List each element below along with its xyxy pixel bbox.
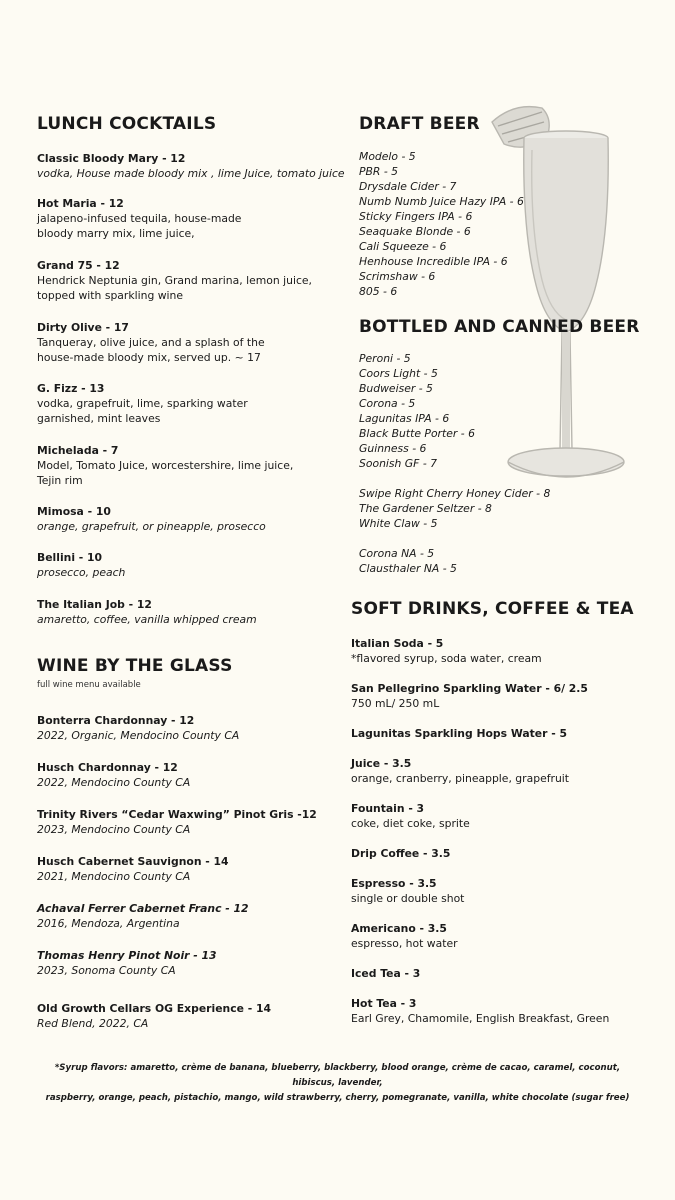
- cocktail-item-description: vodka, grapefruit, lime, sparking water: [37, 397, 248, 410]
- wine-item: [37, 854, 229, 884]
- cocktail-item: [37, 381, 248, 426]
- wine-item-name: Trinity Rivers “Cedar Waxwing” Pinot Gris -12: [37, 808, 317, 821]
- soft-drink-item: [351, 846, 450, 861]
- wine-item: [37, 760, 190, 790]
- soft-drink-item: [351, 756, 569, 786]
- wine-item-description: 2022, Organic, Mendocino County CA: [37, 729, 240, 742]
- list-item: Swipe Right Cherry Honey Cider - 8: [359, 487, 551, 500]
- cocktail-item-description: house-made bloody mix, served up. ~ 17: [37, 351, 261, 364]
- soft-drink-item: [351, 726, 567, 741]
- cocktail-item-description: vodka, House made bloody mix , lime Juice, tomato juice: [37, 167, 345, 180]
- list-item: 805 - 6: [359, 285, 398, 298]
- wine-heading: WINE BY THE GLASS: [37, 656, 233, 676]
- soft-drink-item-name: Drip Coffee - 3.5: [351, 847, 451, 860]
- cocktail-item: [37, 196, 241, 241]
- soft-drink-item-name: Lagunitas Sparkling Hops Water - 5: [351, 727, 567, 740]
- list-item: Seaquake Blonde - 6: [359, 225, 471, 238]
- cocktail-item-description: Tanqueray, olive juice, and a splash of the: [37, 336, 265, 349]
- footer-line: *Syrup flavors: amaretto, crème de banana, blueberry, blackberry, blood orange, crème de cacao, caramel, coconut, hibiscus, lavender,: [54, 1063, 621, 1088]
- soft-drink-item: [351, 966, 420, 981]
- list-item: Cali Squeeze - 6: [359, 240, 447, 253]
- bottled-beer-heading: BOTTLED AND CANNED BEER: [359, 317, 640, 337]
- list-item: Budweiser - 5: [359, 382, 433, 395]
- cocktail-item-name: Mimosa - 10: [37, 505, 111, 518]
- wine-item: [37, 901, 249, 931]
- cocktail-item-name: The Italian Job - 12: [37, 598, 152, 611]
- cocktail-item-name: Classic Bloody Mary - 12: [37, 152, 186, 165]
- cocktail-item: [37, 550, 125, 580]
- cocktail-item-description: amaretto, coffee, vanilla whipped cream: [37, 613, 257, 626]
- soft-drink-item: [351, 801, 470, 831]
- cocktail-item: [37, 504, 266, 534]
- footer-line: raspberry, orange, peach, pistachio, mango, wild strawberry, cherry, pomegranate, vanilla, white chocolate (sugar free): [45, 1093, 630, 1103]
- cocktail-item-description: prosecco, peach: [37, 566, 126, 579]
- list-item: Corona - 5: [359, 397, 416, 410]
- list-item: Coors Light - 5: [359, 367, 438, 380]
- cocktail-item: [37, 151, 345, 181]
- soft-drink-item-description: coke, diet coke, sprite: [351, 817, 470, 830]
- cocktail-item-description: jalapeno-infused tequila, house-made: [37, 212, 242, 225]
- lunch-cocktails-heading: LUNCH COCKTAILS: [37, 114, 217, 134]
- soft-drink-item: [351, 921, 458, 951]
- cider-seltzer-list: [359, 486, 550, 531]
- wine-subtitle: full wine menu available: [37, 680, 141, 690]
- cocktail-item-name: Grand 75 - 12: [37, 259, 120, 272]
- cocktail-item-description: orange, grapefruit, or pineapple, prosecco: [37, 520, 266, 533]
- list-item: Drysdale Cider - 7: [359, 180, 457, 193]
- wine-item: [37, 948, 217, 978]
- wine-item-name: Thomas Henry Pinot Noir - 13: [37, 949, 217, 962]
- soft-drink-item-description: orange, cranberry, pineapple, grapefruit: [351, 772, 570, 785]
- soft-drink-item-name: Fountain - 3: [351, 802, 425, 815]
- cocktail-item: [37, 258, 312, 303]
- soft-drink-item-description: 750 mL/ 250 mL: [351, 697, 440, 710]
- cocktail-item-name: Bellini - 10: [37, 551, 103, 564]
- list-item: Henhouse Incredible IPA - 6: [359, 255, 508, 268]
- list-item: Modelo - 5: [359, 150, 416, 163]
- soft-drink-item-name: Americano - 3.5: [351, 922, 447, 935]
- soft-drink-item-description: espresso, hot water: [351, 937, 458, 950]
- cocktail-item-description: bloody marry mix, lime juice,: [37, 227, 195, 240]
- draft-beer-list: [359, 149, 524, 299]
- soft-drink-item-name: Hot Tea - 3: [351, 997, 417, 1010]
- cocktail-item: [37, 597, 257, 627]
- soft-drink-item-description: Earl Grey, Chamomile, English Breakfast, Green: [351, 1012, 610, 1025]
- list-item: White Claw - 5: [359, 517, 438, 530]
- wine-item-description: 2021, Mendocino County CA: [37, 870, 191, 883]
- cocktail-item-name: G. Fizz - 13: [37, 382, 105, 395]
- soft-drink-item: [351, 636, 542, 666]
- bottled-beer-list: [359, 351, 475, 471]
- wine-item-description: Red Blend, 2022, CA: [37, 1017, 149, 1030]
- wine-item-name: Old Growth Cellars OG Experience - 14: [37, 1002, 271, 1015]
- wine-item-name: Achaval Ferrer Cabernet Franc - 12: [37, 902, 249, 915]
- list-item: Peroni - 5: [359, 352, 411, 365]
- wine-item: [37, 713, 239, 743]
- wine-item-name: Bonterra Chardonnay - 12: [37, 714, 195, 727]
- list-item: Corona NA - 5: [359, 547, 435, 560]
- cocktail-item-name: Hot Maria - 12: [37, 197, 124, 210]
- soft-drink-item: [351, 876, 464, 906]
- list-item: Black Butte Porter - 6: [359, 427, 475, 440]
- syrup-flavors-note: [40, 1061, 635, 1106]
- wine-item: [37, 807, 317, 837]
- cocktail-item-description: Hendrick Neptunia gin, Grand marina, lemon juice,: [37, 274, 312, 287]
- list-item: The Gardener Seltzer - 8: [359, 502, 492, 515]
- soft-drink-item-name: Iced Tea - 3: [351, 967, 421, 980]
- wine-item-name: Husch Chardonnay - 12: [37, 761, 178, 774]
- wine-item-description: 2023, Mendocino County CA: [37, 823, 191, 836]
- list-item: Guinness - 6: [359, 442, 427, 455]
- cocktail-item: [37, 320, 265, 365]
- wine-item-name: Husch Cabernet Sauvignon - 14: [37, 855, 229, 868]
- cocktail-item: [37, 443, 293, 488]
- list-item: PBR - 5: [359, 165, 399, 178]
- wine-item: [37, 1001, 271, 1031]
- cocktail-item-description: Tejin rim: [37, 474, 83, 487]
- soft-drink-item-name: Italian Soda - 5: [351, 637, 444, 650]
- cocktail-item-name: Michelada - 7: [37, 444, 119, 457]
- non-alcoholic-beer-list: [359, 546, 457, 576]
- wine-item-description: 2022, Mendocino County CA: [37, 776, 191, 789]
- soft-drink-item-name: Juice - 3.5: [351, 757, 412, 770]
- draft-beer-heading: DRAFT BEER: [359, 114, 480, 134]
- list-item: Clausthaler NA - 5: [359, 562, 457, 575]
- soft-drink-item: [351, 681, 588, 711]
- soft-drink-item: [351, 996, 609, 1026]
- list-item: Sticky Fingers IPA - 6: [359, 210, 473, 223]
- list-item: Soonish GF - 7: [359, 457, 438, 470]
- cocktail-item-description: Model, Tomato Juice, worcestershire, lime juice,: [37, 459, 294, 472]
- cocktail-item-name: Dirty Olive - 17: [37, 321, 129, 334]
- list-item: Lagunitas IPA - 6: [359, 412, 450, 425]
- wine-item-description: 2016, Mendoza, Argentina: [37, 917, 180, 930]
- soft-drink-item-description: *flavored syrup, soda water, cream: [351, 652, 542, 665]
- soft-drink-item-name: San Pellegrino Sparkling Water - 6/ 2.5: [351, 682, 588, 695]
- soft-drink-item-name: Espresso - 3.5: [351, 877, 437, 890]
- soft-drink-item-description: single or double shot: [351, 892, 465, 905]
- cocktail-item-description: garnished, mint leaves: [37, 412, 161, 425]
- wine-item-description: 2023, Sonoma County CA: [37, 964, 176, 977]
- cocktail-item-description: topped with sparkling wine: [37, 289, 184, 302]
- soft-drinks-heading: SOFT DRINKS, COFFEE & TEA: [351, 599, 634, 619]
- list-item: Numb Numb Juice Hazy IPA - 6: [359, 195, 524, 208]
- list-item: Scrimshaw - 6: [359, 270, 436, 283]
